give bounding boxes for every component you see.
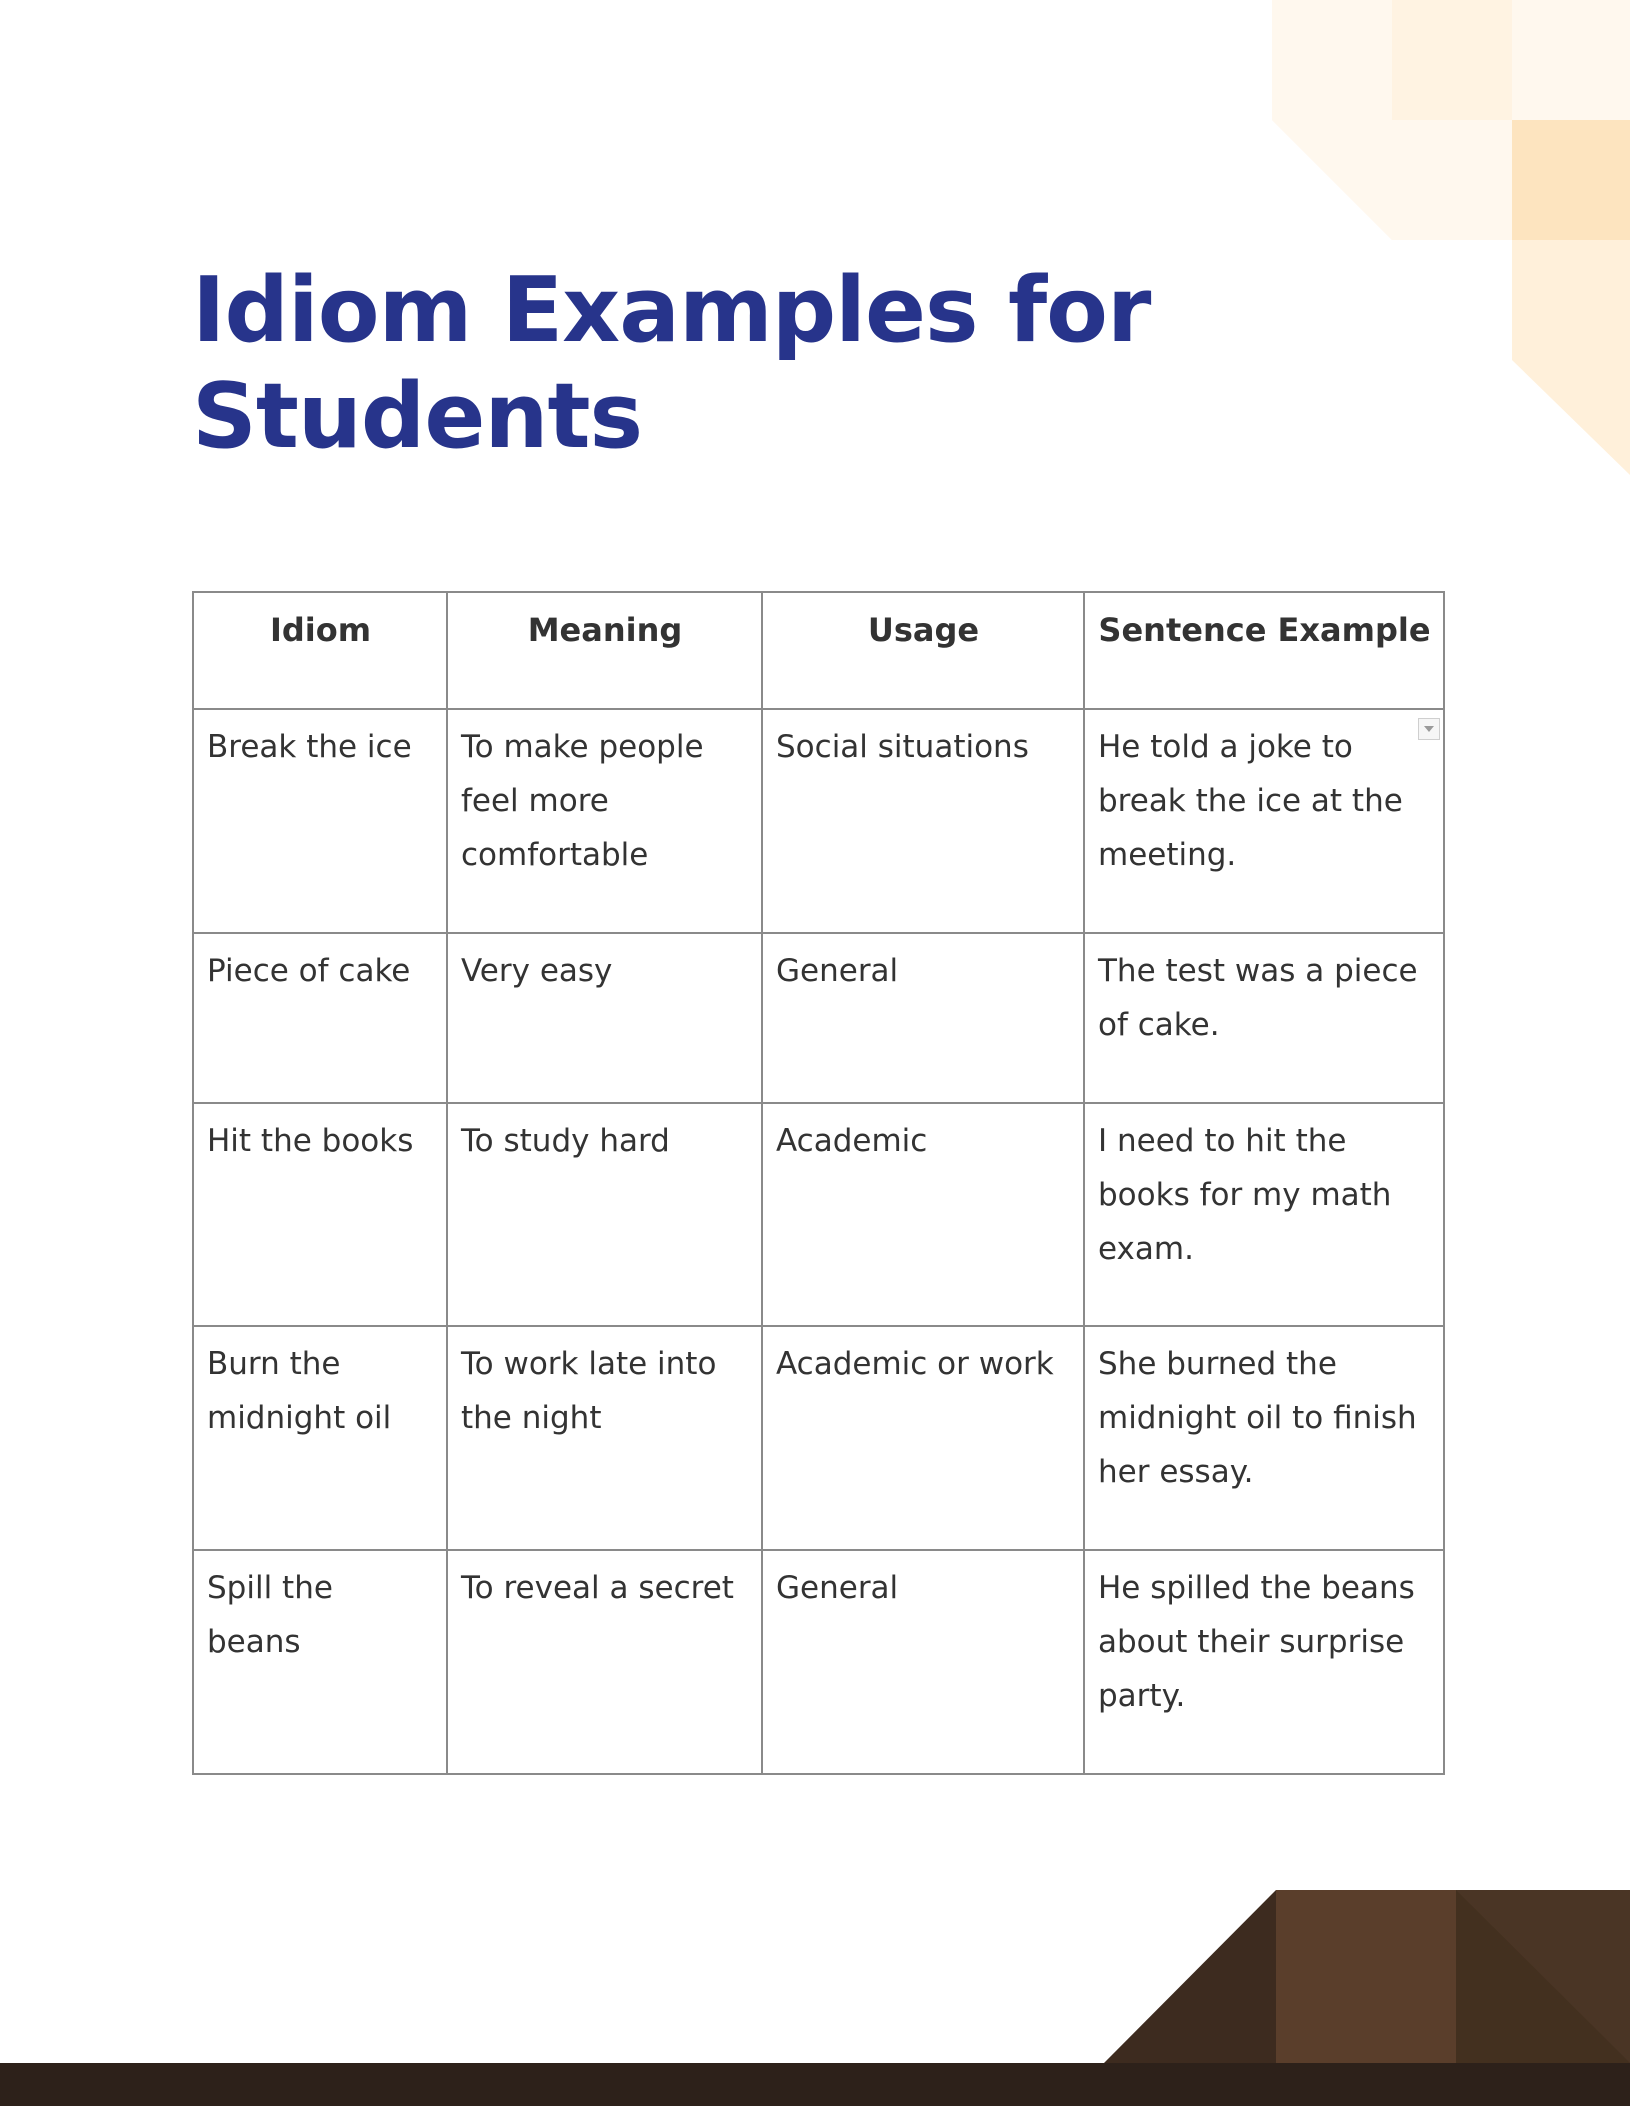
cell-idiom: Spill the beans	[193, 1550, 447, 1774]
cell-idiom: Piece of cake	[193, 933, 447, 1103]
cell-meaning: To make people feel more comfortable	[447, 709, 762, 933]
cell-meaning: Very easy	[447, 933, 762, 1103]
column-header-usage: Usage	[762, 592, 1084, 709]
idiom-table	[192, 591, 1445, 1775]
table-row	[193, 709, 1444, 933]
cell-sentence-example: She burned the midnight oil to finish her essay.	[1084, 1326, 1444, 1550]
cell-meaning: To reveal a secret	[447, 1550, 762, 1774]
table-header-row	[193, 592, 1444, 709]
cell-sentence-example: He spilled the beans about their surprise party.	[1084, 1550, 1444, 1774]
cell-idiom: Break the ice	[193, 709, 447, 933]
cell-usage: General	[762, 1550, 1084, 1774]
cell-sentence-example: The test was a piece of cake.	[1084, 933, 1444, 1103]
cell-sentence-example: I need to hit the books for my math exam.	[1084, 1103, 1444, 1326]
cell-idiom: Burn the midnight oil	[193, 1326, 447, 1550]
cell-sentence-example[interactable]	[1084, 709, 1444, 933]
column-header-meaning: Meaning	[447, 592, 762, 709]
cell-usage: Social situations	[762, 709, 1084, 933]
decorative-bottom-pattern	[0, 1880, 1630, 2106]
cell-idiom: Hit the books	[193, 1103, 447, 1326]
column-header-sentence-example: Sentence Example	[1084, 592, 1444, 709]
cell-usage: General	[762, 933, 1084, 1103]
cell-usage: Academic	[762, 1103, 1084, 1326]
chevron-down-icon[interactable]	[1418, 718, 1440, 740]
table-row	[193, 1103, 1444, 1326]
page-title: Idiom Examples for Students	[192, 258, 1151, 469]
table-row	[193, 1326, 1444, 1550]
cell-meaning: To study hard	[447, 1103, 762, 1326]
column-header-idiom: Idiom	[193, 592, 447, 709]
cell-meaning: To work late into the night	[447, 1326, 762, 1550]
cell-usage: Academic or work	[762, 1326, 1084, 1550]
table-row	[193, 933, 1444, 1103]
table-row	[193, 1550, 1444, 1774]
cell-sentence-text: He told a joke to break the ice at the meeting.	[1098, 729, 1403, 873]
